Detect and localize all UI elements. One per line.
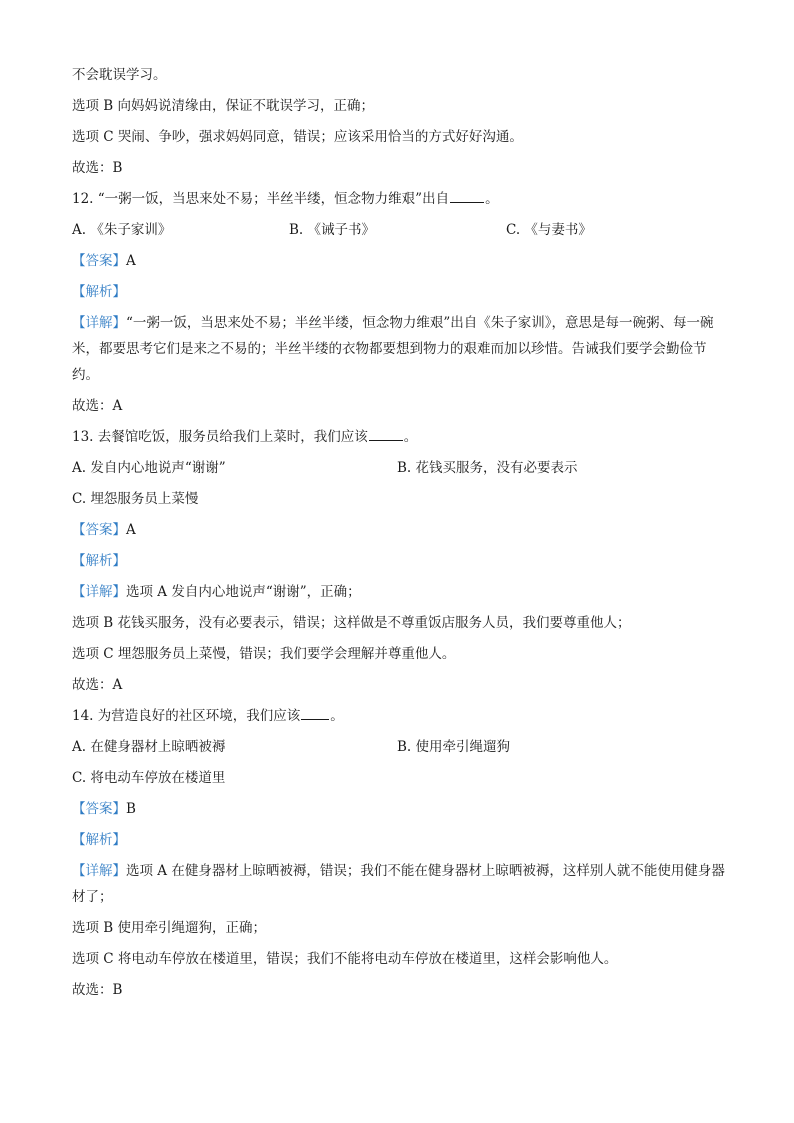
q12-option-b: B. 《诫子书》 xyxy=(289,222,376,238)
analysis-tag: 【解析】 xyxy=(72,284,126,300)
q13-blank xyxy=(369,425,403,441)
q13-stem xyxy=(72,422,732,453)
q14-detail-line1 xyxy=(72,856,732,913)
detail-tag: 【详解】 xyxy=(72,584,126,600)
prev-explanation-line: 不会耽误学习。 xyxy=(72,67,167,83)
q13-detail-text1: 选项 A 发自内心地说声“谢谢”，正确； xyxy=(126,584,361,600)
q12-option-a: A. 《朱子家训》 xyxy=(72,222,172,238)
q12-detail-text: “一粥一饭，当思来处不易；半丝半缕，恒念物力维艰”出自《朱子家训》，意思是每一碗粥、每一碗米，都要思考它们是来之不易的；半丝半缕的衣物都要想到物力的艰难而加以珍惜。告诫我们要学会勤俭节约。 xyxy=(72,315,714,383)
detail-tag: 【详解】 xyxy=(72,315,126,331)
q13-option-c: C. 埋怨服务员上菜慢 xyxy=(72,491,199,507)
q14-stem xyxy=(72,701,732,732)
q14-blank xyxy=(301,704,329,720)
q13-answer xyxy=(72,515,732,546)
answer-tag: 【答案】 xyxy=(72,253,126,269)
q13-option-a: A. 发自内心地说声“谢谢” xyxy=(72,460,226,476)
q12-stem-end: 。 xyxy=(485,191,499,207)
q12-options xyxy=(72,215,732,246)
q12-blank xyxy=(450,187,484,203)
analysis-tag: 【解析】 xyxy=(72,553,126,569)
q14-answer xyxy=(72,794,732,825)
prev-choice: 故选：B xyxy=(72,160,123,176)
q14-option-b: B. 使用牵引绳遛狗 xyxy=(397,739,511,755)
prev-option-b-line: 选项 B 向妈妈说清缘由，保证不耽误学习，正确； xyxy=(72,98,375,114)
q12-analysis xyxy=(72,277,732,308)
q12-answer xyxy=(72,246,732,277)
q14-option-c: C. 将电动车停放在楼道里 xyxy=(72,770,226,786)
q12-answer-value: A xyxy=(126,253,136,269)
analysis-tag: 【解析】 xyxy=(72,832,126,848)
answer-tag: 【答案】 xyxy=(72,522,126,538)
q13-answer-value: A xyxy=(126,522,136,538)
q12-stem xyxy=(72,184,732,215)
q13-detail-line3: 选项 C 埋怨服务员上菜慢，错误；我们要学会理解并尊重他人。 xyxy=(72,646,456,662)
q14-analysis xyxy=(72,825,732,856)
q13-detail-line1 xyxy=(72,577,732,608)
q13-analysis xyxy=(72,546,732,577)
q13-options-row1 xyxy=(72,453,732,484)
q12-option-c: C. 《与妻书》 xyxy=(506,222,592,238)
q13-stem-end: 。 xyxy=(403,429,418,445)
q12-detail xyxy=(72,308,732,391)
document-page xyxy=(72,60,732,1006)
q12-choice: 故选：A xyxy=(72,398,123,414)
q13-option-b: B. 花钱买服务，没有必要表示 xyxy=(397,460,578,476)
detail-tag: 【详解】 xyxy=(72,863,126,879)
prev-option-c-line: 选项 C 哭闹、争吵，强求妈妈同意，错误；应该采用恰当的方式好好沟通。 xyxy=(72,129,523,145)
q14-answer-value: B xyxy=(126,801,136,817)
q12-stem-text: 12. “一粥一饭，当思来处不易；半丝半缕，恒念物力维艰”出自 xyxy=(72,191,450,207)
q14-stem-end: 。 xyxy=(330,708,344,724)
q14-option-a: A. 在健身器材上晾晒被褥 xyxy=(72,739,226,755)
q14-stem-text: 14. 为营造良好的社区环境，我们应该 xyxy=(72,708,301,724)
q14-detail-line3: 选项 C 将电动车停放在楼道里，错误；我们不能将电动车停放在楼道里，这样会影响他人。 xyxy=(72,951,618,967)
q14-choice: 故选：B xyxy=(72,982,123,998)
q13-choice: 故选：A xyxy=(72,677,123,693)
q14-detail-line2: 选项 B 使用牵引绳遛狗，正确； xyxy=(72,920,267,936)
q14-detail-text1: 选项 A 在健身器材上晾晒被褥，错误；我们不能在健身器材上晾晒被褥，这样别人就不能使用健身器材了； xyxy=(72,863,725,905)
q13-detail-line2: 选项 B 花钱买服务，没有必要表示，错误；这样做是不尊重饭店服务人员，我们要尊重他人； xyxy=(72,615,631,631)
q13-stem-text: 13. 去餐馆吃饭，服务员给我们上菜时，我们应该 xyxy=(72,429,368,445)
answer-tag: 【答案】 xyxy=(72,801,126,817)
q14-options-row1 xyxy=(72,732,732,763)
